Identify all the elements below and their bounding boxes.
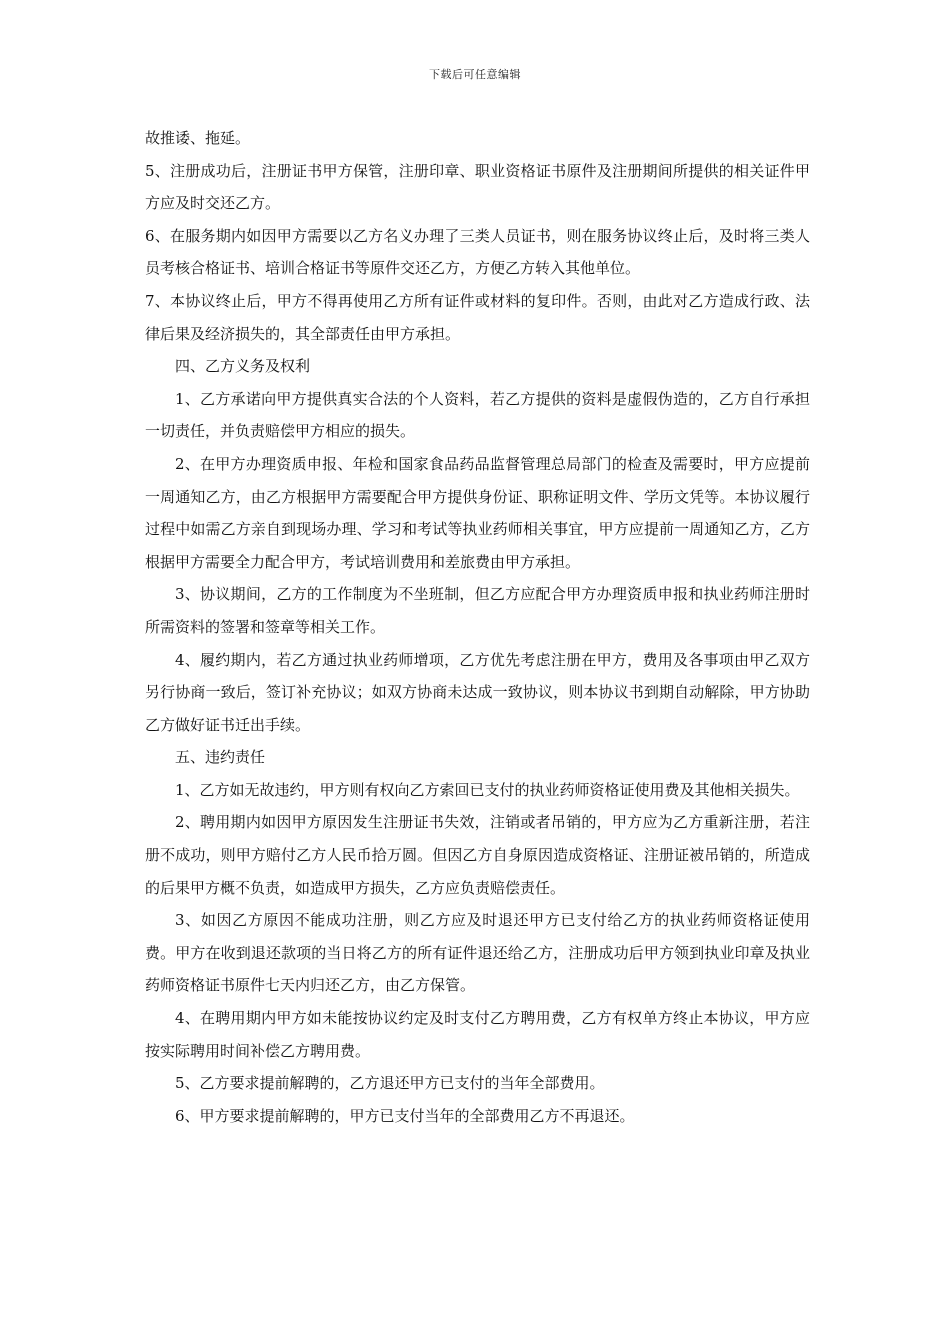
section-heading-5: 五、违约责任 (175, 748, 266, 767)
paragraph-15: 5、乙方要求提前解聘的，乙方退还甲方已支付的当年全部费用。 (175, 1074, 605, 1093)
paragraph-4: 7、本协议终止后，甲方不得再使用乙方所有证件或材料的复印件。否则，由此对乙方造成行政、法律后果及经济损失的，其全部责任由甲方承担。 (145, 291, 810, 343)
paragraph-12: 2、聘用期内如因甲方原因发生注册证书失效，注销或者吊销的，甲方应为乙方重新注册，若注册不成功，则甲方赔付乙方人民币拾万圆。但因乙方自身原因造成资格证、注册证被吊销的，所造成的后果甲方概不负责，如造成甲方损失，乙方应负责赔偿责任。 (145, 813, 810, 897)
paragraph-7: 2、在甲方办理资质申报、年检和国家食品药品监督管理总局部门的检查及需要时，甲方应提前一周通知乙方，由乙方根据甲方需要配合甲方提供身份证、职称证明文件、学历文凭等。本协议履行过程中如需乙方亲自到现场办理、学习和考试等执业药师相关事宜，甲方应提前一周通知乙方，乙方根据甲方需要全力配合甲方，考试培训费用和差旅费由甲方承担。 (145, 454, 810, 571)
paragraph-11: 1、乙方如无故违约，甲方则有权向乙方索回已支付的执业药师资格证使用费及其他相关损失。 (175, 780, 800, 799)
paragraph-13: 3、如因乙方原因不能成功注册，则乙方应及时退还甲方已支付给乙方的执业药师资格证使用费。甲方在收到退还款项的当日将乙方的所有证件退还给乙方，注册成功后甲方领到执业印章及执业药师资格证书原件七天内归还乙方，由乙方保管。 (145, 911, 810, 995)
paragraph-2: 5、注册成功后，注册证书甲方保管，注册印章、职业资格证书原件及注册期间所提供的相关证件甲方应及时交还乙方。 (145, 161, 810, 213)
paragraph-1: 故推诿、拖延。 (145, 129, 251, 147)
paragraph-9: 4、履约期内，若乙方通过执业药师增项，乙方优先考虑注册在甲方，费用及各事项由甲乙双方另行协商一致后，签订补充协议；如双方协商未达成一致协议，则本协议书到期自动解除，甲方协助乙方做好证书迁出手续。 (145, 650, 810, 734)
section-heading-4: 四、乙方义务及权利 (175, 357, 311, 376)
paragraph-16: 6、甲方要求提前解聘的，甲方已支付当年的全部费用乙方不再退还。 (175, 1106, 635, 1125)
paragraph-6: 1、乙方承诺向甲方提供真实合法的个人资料，若乙方提供的资料是虚假伪造的，乙方自行承担一切责任，并负责赔偿甲方相应的损失。 (145, 389, 810, 441)
paragraph-8: 3、协议期间，乙方的工作制度为不坐班制，但乙方应配合甲方办理资质申报和执业药师注册时所需资料的签署和签章等相关工作。 (145, 585, 810, 636)
paragraph-14: 4、在聘用期内甲方如未能按协议约定及时支付乙方聘用费，乙方有权单方终止本协议，甲方应按实际聘用时间补偿乙方聘用费。 (145, 1009, 810, 1060)
page-header: 下载后可任意编辑 (429, 68, 521, 81)
paragraph-3: 6、在服务期内如因甲方需要以乙方名义办理了三类人员证书，则在服务协议终止后，及时将三类人员考核合格证书、培训合格证书等原件交还乙方，方便乙方转入其他单位。 (145, 226, 810, 278)
document-body (145, 122, 810, 1132)
